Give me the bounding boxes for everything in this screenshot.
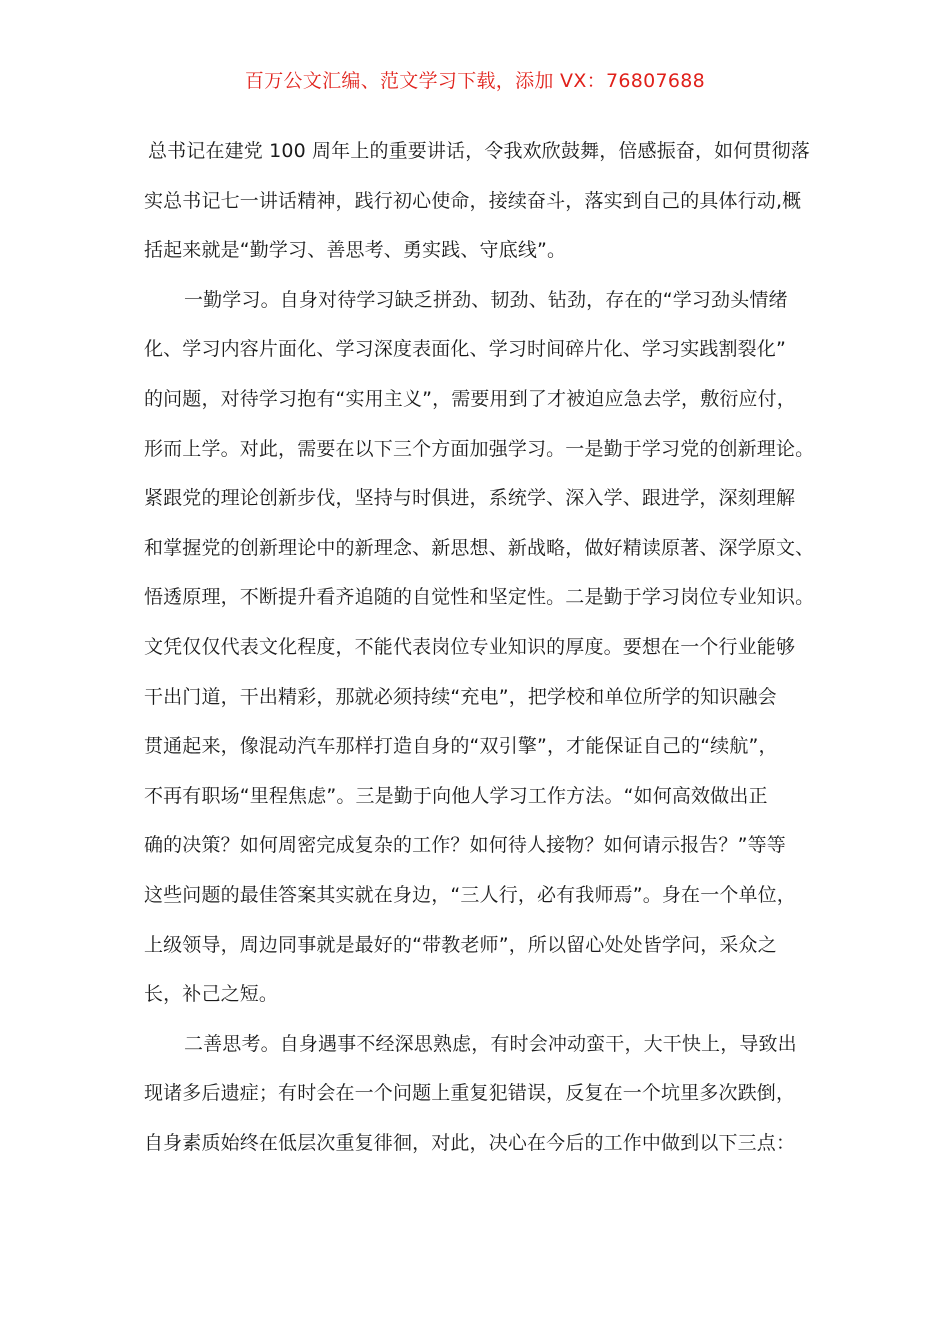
text-line: 贯通起来，像混动汽车那样打造自身的“双引擎”，才能保证自己的“续航”， bbox=[144, 735, 778, 758]
document-body bbox=[144, 131, 816, 1172]
text-line: 二善思考。自身遇事不经深思熟虑，有时会冲动蛮干，大干快上，导致出 bbox=[184, 1032, 797, 1055]
text-line: 一勤学习。自身对待学习缺乏拼劲、韧劲、钻劲，存在的“学习劲头情绪 bbox=[184, 288, 788, 311]
text-line: 上级领导，周边同事就是最好的“带教老师”，所以留心处处皆学问，采众之 bbox=[144, 933, 777, 956]
text-line: 总书记在建党 100 周年上的重要讲话，令我欢欣鼓舞，倍感振奋，如何贯彻落 bbox=[148, 140, 810, 162]
text-line: 和掌握党的创新理论中的新理念、新思想、新战略，做好精读原著、深学原文、 bbox=[144, 536, 815, 559]
text-line: 自身素质始终在低层次重复徘徊，对此，决心在今后的工作中做到以下三点： bbox=[144, 1131, 796, 1154]
text-line: 文凭仅仅代表文化程度，不能代表岗位专业知识的厚度。要想在一个行业能够 bbox=[144, 635, 796, 658]
text-line: 形而上学。对此，需要在以下三个方面加强学习。一是勤于学习党的创新理论。 bbox=[144, 437, 815, 460]
text-line: 括起来就是“勤学习、善思考、勇实践、守底线”。 bbox=[144, 239, 567, 262]
text-line: 长，补己之短。 bbox=[144, 983, 279, 1006]
text-line: 的问题，对待学习抱有“实用主义”，需要用到了才被迫应急去学，敷衍应付， bbox=[144, 387, 796, 410]
text-line: 化、学习内容片面化、学习深度表面化、学习时间碎片化、学习实践割裂化” bbox=[144, 338, 786, 361]
paragraph-intro bbox=[144, 131, 816, 280]
text-line: 确的决策？如何周密完成复杂的工作？如何待人接物？如何请示报告？”等等 bbox=[144, 834, 786, 857]
text-line: 悟透原理，不断提升看齐追随的自觉性和坚定性。二是勤于学习岗位专业知识。 bbox=[144, 586, 815, 609]
header-promo-text: 百万公文汇编、范文学习下载，添加 VX：76807688 bbox=[244, 70, 706, 92]
text-line: 不再有职场“里程焦虑”。三是勤于向他人学习工作方法。“如何高效做出正 bbox=[144, 784, 768, 807]
text-line: 实总书记七一讲话精神，践行初心使命，接续奋斗，落实到自己的具体行动,概 bbox=[144, 189, 802, 212]
text-line: 现诸多后遗症；有时会在一个问题上重复犯错误，反复在一个坑里多次跌倒， bbox=[144, 1082, 796, 1105]
paragraph-good-thinking bbox=[144, 1024, 816, 1173]
text-line: 紧跟党的理论创新步伐，坚持与时俱进，系统学、深入学、跟进学，深刻理解 bbox=[144, 487, 796, 510]
paragraph-diligent-study bbox=[144, 280, 816, 1024]
text-line: 干出门道，干出精彩，那就必须持续“充电”，把学校和单位所学的知识融会 bbox=[144, 685, 777, 708]
text-line: 这些问题的最佳答案其实就在身边，“三人行，必有我师焉”。身在一个单位， bbox=[144, 883, 796, 906]
